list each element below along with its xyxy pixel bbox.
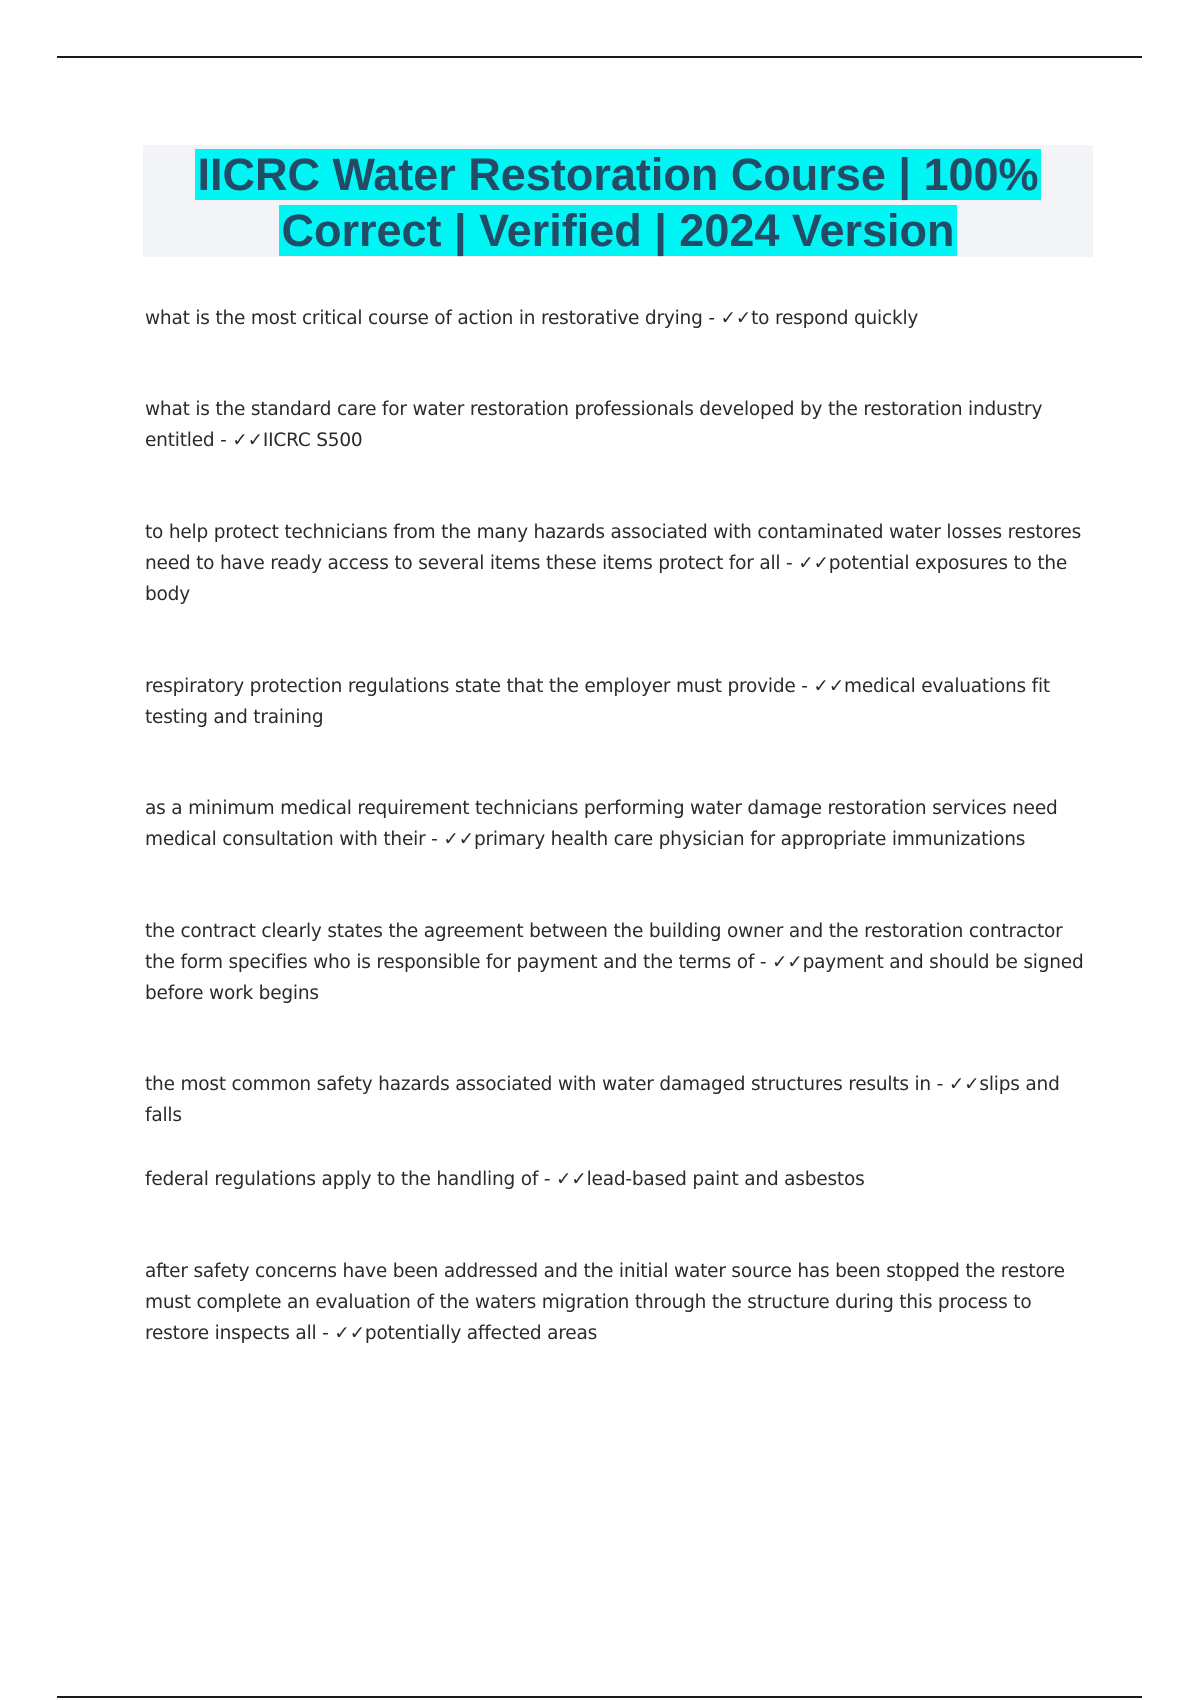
- check-marks-icon: ✓✓: [720, 308, 752, 329]
- answer-text: IICRC S500: [262, 430, 363, 451]
- separator: -: [702, 308, 721, 329]
- check-marks-icon: ✓✓: [813, 676, 845, 697]
- qa-item: [145, 517, 1095, 610]
- question-text: respiratory protection regulations state that the employer must provide: [145, 676, 796, 697]
- question-text: the most common safety hazards associated with water damaged structures results in: [145, 1074, 931, 1095]
- separator: -: [538, 1169, 556, 1190]
- separator: -: [780, 553, 799, 574]
- separator: -: [316, 1323, 335, 1344]
- answer-text: payment and should be signed before work begins: [145, 952, 1084, 1004]
- bottom-rule: [57, 1696, 1142, 1698]
- qa-item: [145, 1164, 1095, 1195]
- title-block: [143, 145, 1093, 257]
- check-marks-icon: ✓✓: [334, 1323, 365, 1344]
- qa-item: [145, 671, 1095, 733]
- qa-item: [145, 916, 1095, 1009]
- top-rule: [57, 56, 1142, 58]
- separator: -: [754, 952, 772, 973]
- check-marks-icon: ✓✓: [443, 829, 474, 850]
- check-marks-icon: ✓✓: [772, 952, 803, 973]
- separator: -: [425, 829, 444, 850]
- separator: -: [214, 430, 233, 451]
- qa-item: [145, 303, 1095, 334]
- answer-text: lead-based paint and asbestos: [586, 1169, 865, 1190]
- question-text: what is the standard care for water restoration professionals developed by the restoration industry entitled: [145, 399, 1043, 451]
- answer-text: primary health care physician for appropriate immunizations: [473, 829, 1026, 850]
- title-highlight: IICRC Water Restoration Course | 100% Correct | Verified | 2024 Version: [197, 149, 1039, 256]
- check-marks-icon: ✓✓: [948, 1074, 980, 1095]
- separator: -: [795, 676, 814, 697]
- answer-text: potential exposures to the body: [145, 553, 1068, 605]
- qa-item: [145, 1256, 1095, 1349]
- answer-text: medical evaluations fit testing and training: [145, 676, 1050, 728]
- qa-item: [145, 793, 1095, 855]
- question-text: as a minimum medical requirement technicians performing water damage restoration services need medical consultation with their: [145, 798, 1058, 850]
- question-text: federal regulations apply to the handling of: [145, 1169, 539, 1190]
- document-title: [143, 145, 1093, 259]
- answer-text: potentially affected areas: [364, 1323, 598, 1344]
- check-marks-icon: ✓✓: [798, 553, 829, 574]
- check-marks-icon: ✓✓: [232, 430, 263, 451]
- check-marks-icon: ✓✓: [556, 1169, 587, 1190]
- question-text: what is the most critical course of action in restorative drying: [145, 308, 703, 329]
- question-text: the contract clearly states the agreement between the building owner and the restoration contractor the form specifies who is responsible for payment and the terms of: [145, 921, 1063, 973]
- qa-item: [145, 1069, 1095, 1131]
- answer-text: to respond quickly: [751, 308, 919, 329]
- question-text: after safety concerns have been addressed and the initial water source has been stopped the restore must complete an evaluation of the waters migration through the structure during this process to restore inspects all: [145, 1261, 1065, 1344]
- qa-item: [145, 394, 1095, 456]
- question-text: to help protect technicians from the many hazards associated with contaminated water losses restores need to have ready access to several items these items protect for all: [145, 522, 1082, 574]
- answer-text: slips and falls: [145, 1074, 1060, 1126]
- separator: -: [930, 1074, 949, 1095]
